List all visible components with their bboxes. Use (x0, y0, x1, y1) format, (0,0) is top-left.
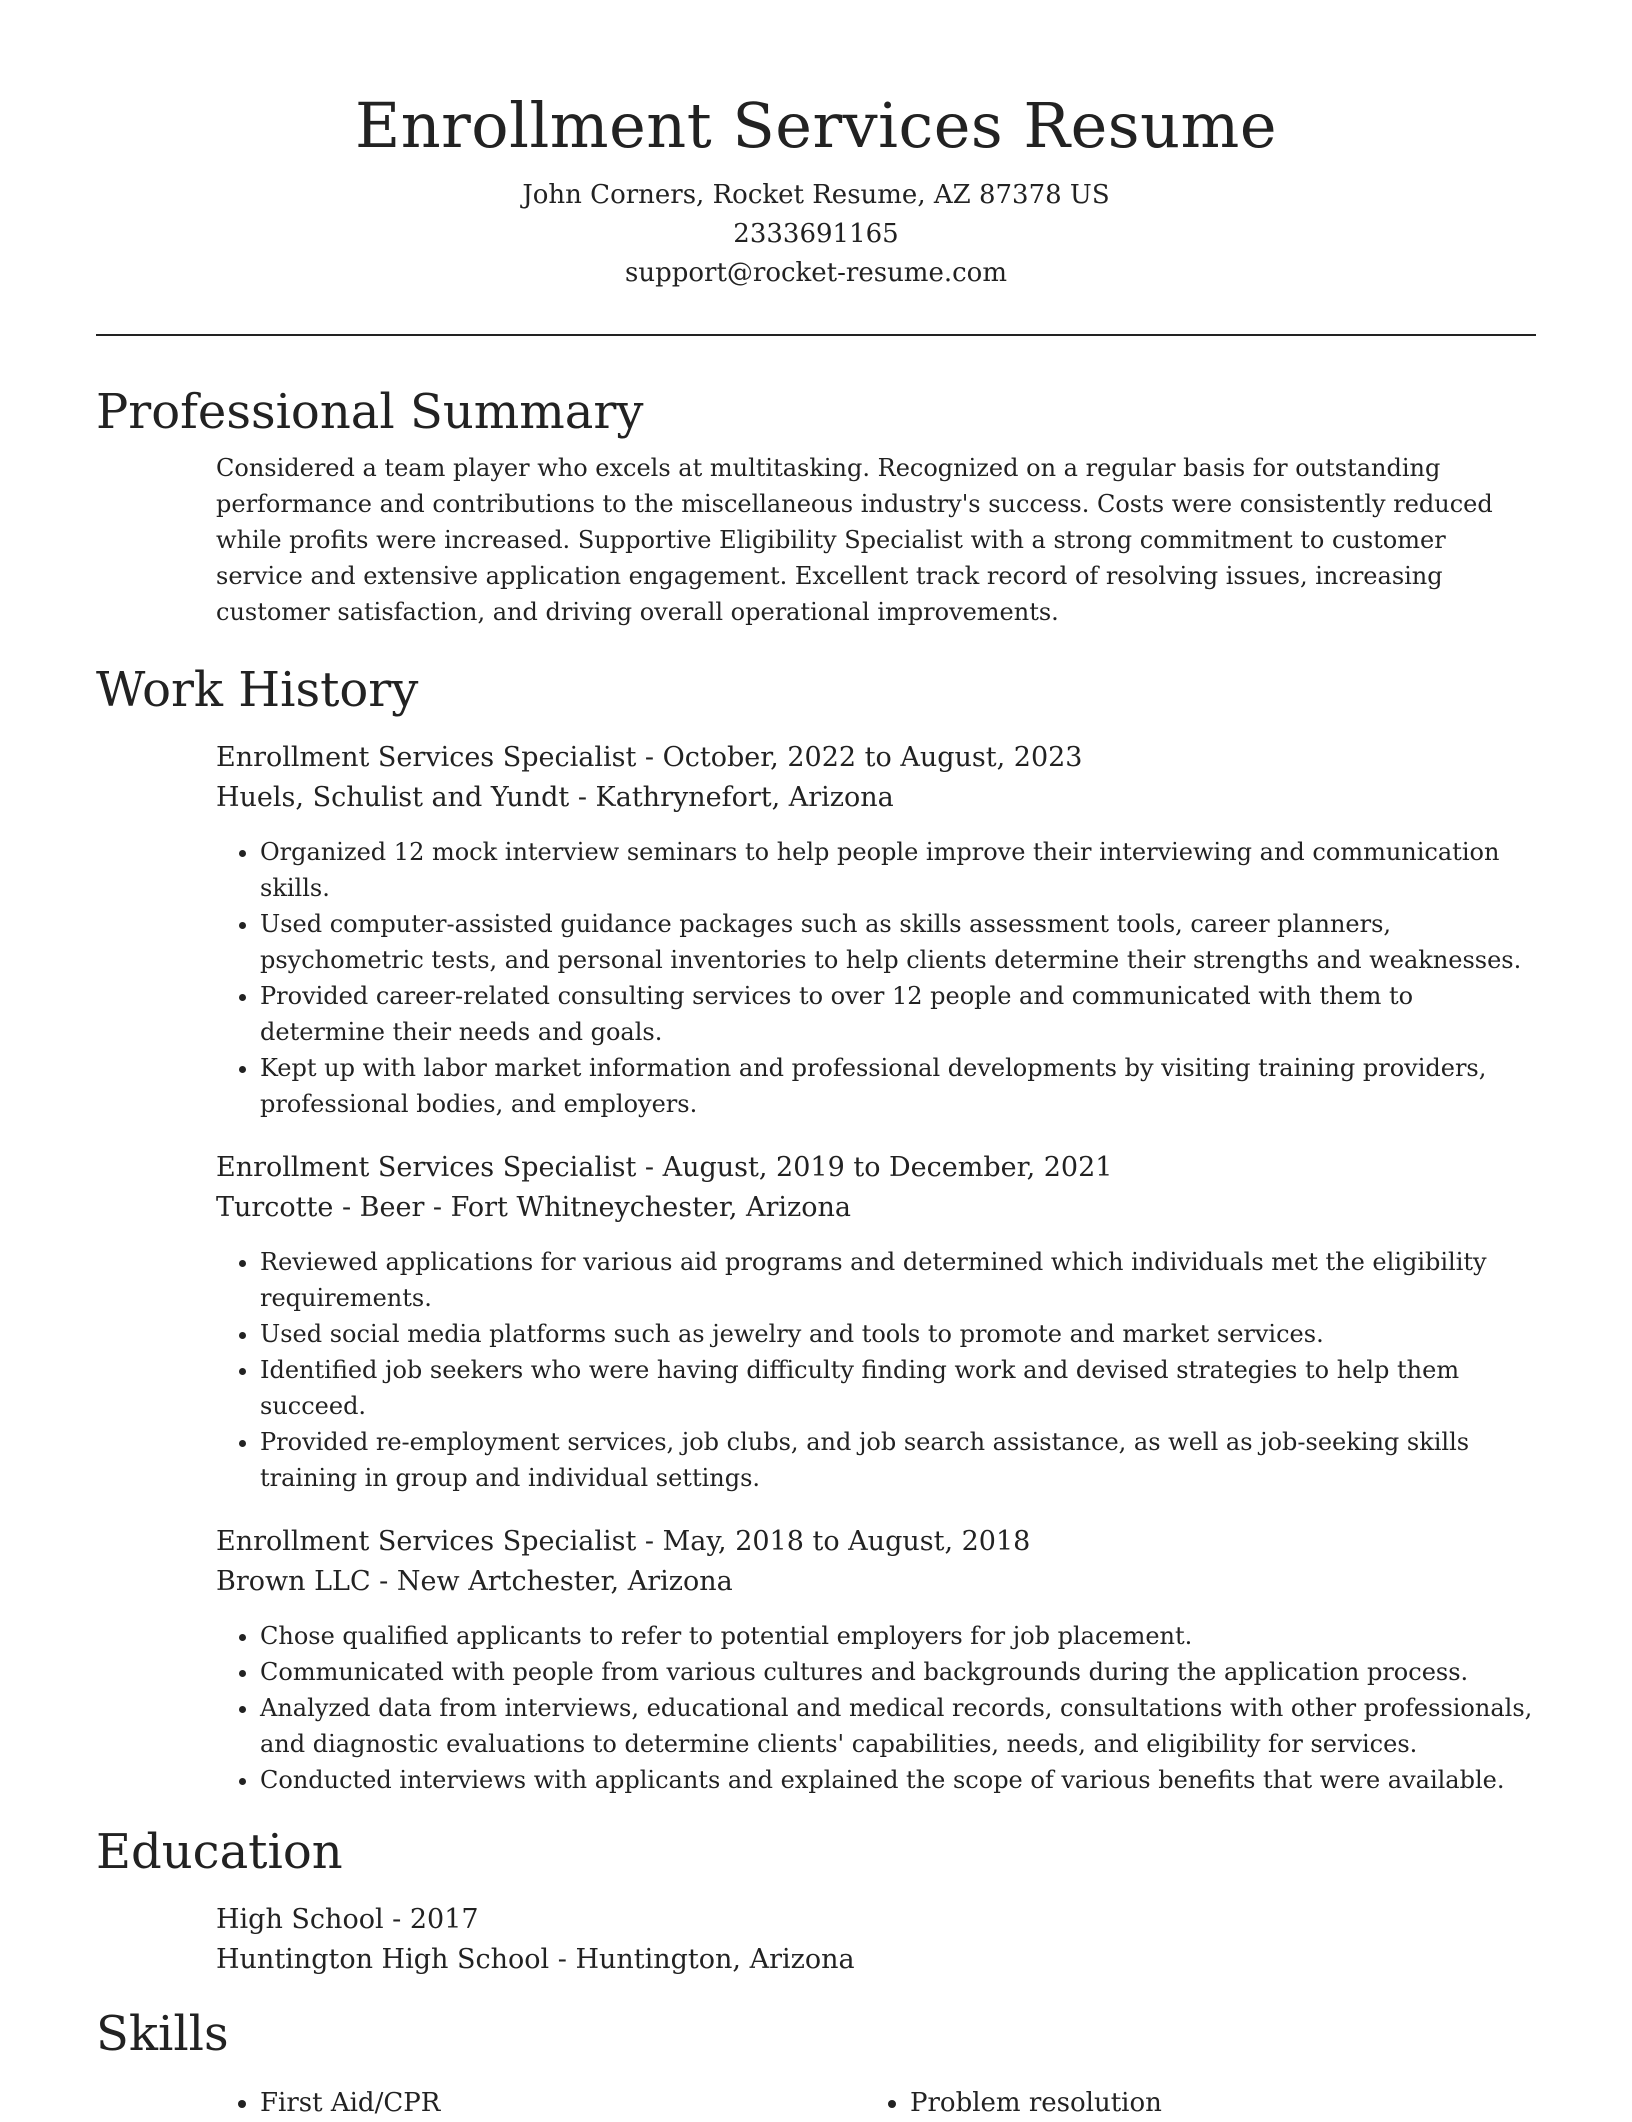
skills-grid (216, 2084, 1536, 2122)
contact-block (96, 176, 1536, 293)
job-company-line: Turcotte - Beer - Fort Whitneychester, Arizona (216, 1192, 852, 1223)
job-bullets (216, 1618, 1536, 1798)
job-entry (216, 1148, 1536, 1496)
job-bullet: • Used computer-assisted guidance packages such as skills assessment tools, career planners, psychometric tests, and personal inventories to help clients determine their strengths and weaknesses. (260, 906, 1536, 978)
resume-page (96, 0, 1536, 2122)
contact-phone: 2333691165 (733, 219, 899, 249)
job-bullet: • Analyzed data from interviews, educational and medical records, consultations with other professionals, and diagnostic evaluations to determine clients' capabilities, needs, and eligibility for services. (260, 1690, 1536, 1762)
header-divider (96, 334, 1536, 336)
job-title-line: Enrollment Services Specialist - May, 2018 to August, 2018 (216, 1526, 1031, 1557)
job-bullets (216, 834, 1536, 1122)
skills-heading: Skills (96, 2006, 229, 2062)
job-bullet: • Conducted interviews with applicants and explained the scope of various benefits that were available. (260, 1762, 1536, 1798)
job-bullet: • Identified job seekers who were having difficulty finding work and devised strategies to help them succeed. (260, 1352, 1536, 1424)
job-entry (216, 1522, 1536, 1798)
job-title-line: Enrollment Services Specialist - October, 2022 to August, 2023 (216, 742, 1083, 773)
summary-section (96, 380, 1536, 630)
job-company-line: Huels, Schulist and Yundt - Kathrynefort, Arizona (216, 782, 894, 813)
skills-section (96, 2002, 1536, 2122)
summary-text: Considered a team player who excels at multitasking. Recognized on a regular basis for outstanding performance and contributions to the miscellaneous industry's success. Costs were consistently reduced while profits were increased. Supportive Eligibility Specialist with a strong commitment to customer service and extensive application engagement. Excellent track record of resolving issues, increasing customer satisfaction, and driving overall operational improvements. (216, 454, 1493, 626)
job-entry (216, 738, 1536, 1122)
job-company-line: Brown LLC - New Artchester, Arizona (216, 1566, 733, 1597)
resume-title: Enrollment Services Resume (354, 89, 1278, 162)
job-bullet: • Kept up with labor market information and professional developments by visiting training providers, professional bodies, and employers. (260, 1050, 1536, 1122)
summary-heading: Professional Summary (96, 384, 644, 440)
skills-column-left (216, 2084, 866, 2122)
job-bullet: • Provided career-related consulting services to over 12 people and communicated with them to determine their needs and goals. (260, 978, 1536, 1050)
job-bullet: • Provided re-employment services, job clubs, and job search assistance, as well as job-seeking skills training in group and individual settings. (260, 1424, 1536, 1496)
work-history-section (96, 658, 1536, 1798)
education-entry (216, 1900, 1536, 1980)
skill-item: • Problem resolution (910, 2084, 1516, 2122)
education-heading: Education (96, 1824, 343, 1880)
job-bullet: • Used social media platforms such as jewelry and tools to promote and market services. (260, 1316, 1536, 1352)
job-bullet: • Chose qualified applicants to refer to potential employers for job placement. (260, 1618, 1536, 1654)
job-bullet: • Reviewed applications for various aid programs and determined which individuals met the eligibility requirements. (260, 1244, 1536, 1316)
education-school-line: Huntington High School - Huntington, Arizona (216, 1944, 855, 1975)
work-history-heading: Work History (96, 662, 419, 718)
job-title-line: Enrollment Services Specialist - August, 2019 to December, 2021 (216, 1152, 1113, 1183)
skill-item: • First Aid/CPR (260, 2084, 866, 2122)
job-bullet: • Organized 12 mock interview seminars to help people improve their interviewing and communication skills. (260, 834, 1536, 906)
skills-column-right (866, 2084, 1516, 2122)
resume-header (96, 0, 1536, 293)
education-section (96, 1820, 1536, 1980)
education-degree-line: High School - 2017 (216, 1904, 479, 1935)
job-bullets (216, 1244, 1536, 1496)
contact-email: support@rocket-resume.com (624, 258, 1007, 288)
job-bullet: • Communicated with people from various cultures and backgrounds during the application process. (260, 1654, 1536, 1690)
contact-address: John Corners, Rocket Resume, AZ 87378 US (522, 180, 1110, 210)
